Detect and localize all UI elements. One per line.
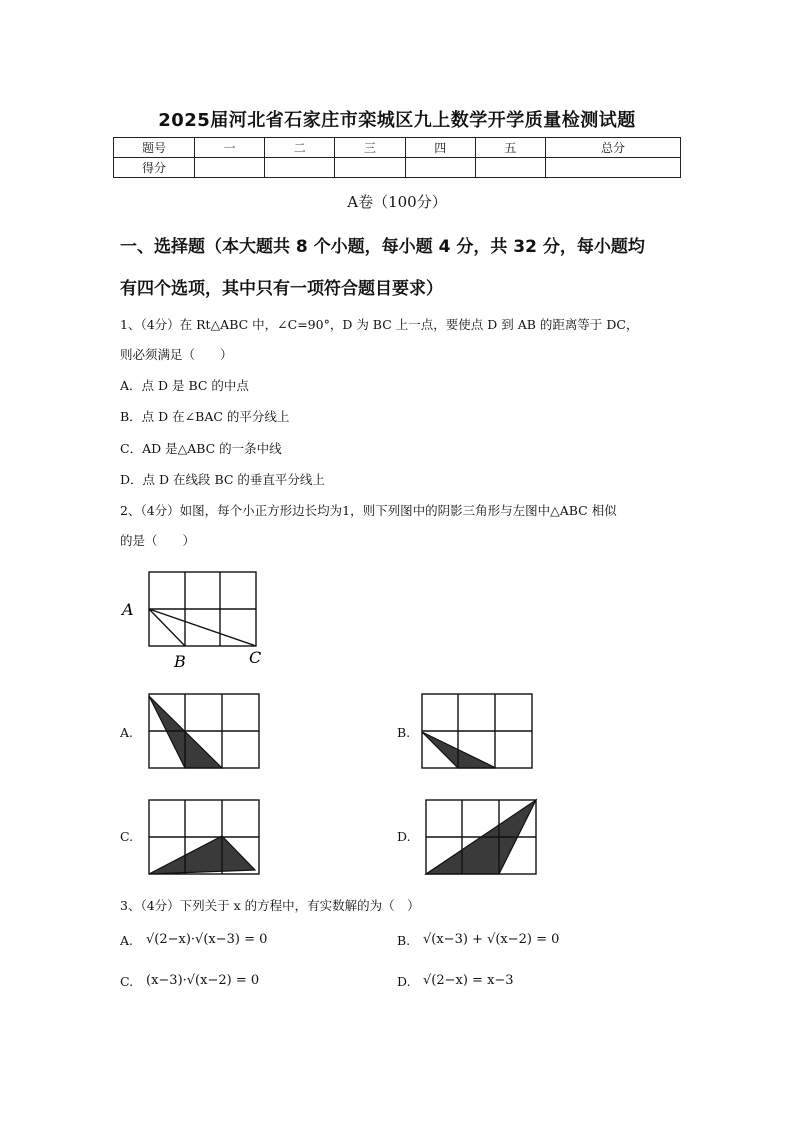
part1-heading-line1: 一、选择题（本大题共 8 个小题，每小题 4 分，共 32 分，每小题均: [120, 237, 645, 257]
score-cell: [335, 158, 405, 178]
q3-stem: 3、（4分）下列关于 x 的方程中，有实数解的为（ ）: [120, 898, 420, 913]
score-cell: [265, 158, 335, 178]
q1-option-c: C．AD 是△ABC 的一条中线: [120, 441, 282, 456]
score-cell: [475, 158, 545, 178]
q3-option-a-expr: √(2−x)·√(x−3) = 0: [146, 932, 268, 947]
score-cell: [195, 158, 265, 178]
q2-option-d-figure: [422, 796, 540, 878]
score-header-cell: 总分: [546, 138, 681, 158]
q3-option-d-label: D.: [397, 974, 411, 989]
q2-reference-figure: [118, 565, 278, 675]
score-table-score-row: [114, 158, 681, 178]
q2-label-c: C: [249, 648, 262, 667]
score-row-label: 得分: [114, 158, 195, 178]
score-table-header-row: [114, 138, 681, 158]
q2-option-a-label: A.: [120, 725, 134, 740]
score-header-cell: 三: [335, 138, 405, 158]
score-header-cell: 二: [265, 138, 335, 158]
score-header-cell: 一: [195, 138, 265, 158]
score-cell: [546, 158, 681, 178]
q2-stem-line1: 2、（4分）如图，每个小正方形边长均为1，则下列图中的阴影三角形与左图中△ABC 相似: [120, 503, 617, 518]
q2-option-b-figure: [418, 690, 536, 772]
q1-stem-line2: 则必须满足（ ）: [120, 347, 233, 362]
q2-label-a: A: [122, 600, 134, 619]
q1-option-b: B．点 D 在∠BAC 的平分线上: [120, 409, 290, 424]
q3-option-b-expr: √(x−3) + √(x−2) = 0: [423, 932, 560, 947]
q2-label-b: B: [174, 652, 186, 671]
part1-heading-line2: 有四个选项，其中只有一项符合题目要求）: [120, 279, 443, 299]
score-header-cell: 四: [405, 138, 475, 158]
q1-option-a: A．点 D 是 BC 的中点: [120, 378, 249, 393]
score-cell: [405, 158, 475, 178]
q3-option-b-label: B.: [397, 933, 411, 948]
score-table: [113, 137, 681, 178]
q2-option-a-figure: [145, 690, 263, 772]
q2-option-b-shaded-triangle: [422, 732, 496, 768]
section-a-heading: A卷（100分）: [347, 193, 447, 211]
score-header-cell: 五: [475, 138, 545, 158]
page-title: 2025届河北省石家庄市栾城区九上数学开学质量检测试题: [158, 110, 636, 131]
q3-option-d-expr: √(2−x) = x−3: [423, 973, 514, 988]
q2-option-c-figure: [145, 796, 263, 878]
q3-option-c-label: C.: [120, 974, 134, 989]
q1-stem-line1: 1、（4分）在 Rt△ABC 中，∠C=90°，D 为 BC 上一点，要使点 D 到 AB 的距离等于 DC，: [120, 317, 639, 332]
q2-option-d-label: D.: [397, 829, 411, 844]
q2-option-b-label: B.: [397, 725, 411, 740]
q2-option-c-shaded-triangle: [149, 836, 255, 874]
q2-stem-line2: 的是（ ）: [120, 533, 196, 548]
q3-option-a-label: A.: [120, 933, 134, 948]
score-header-cell: 题号: [114, 138, 195, 158]
q3-option-c-expr: (x−3)·√(x−2) = 0: [146, 973, 260, 988]
q1-option-d: D．点 D 在线段 BC 的垂直平分线上: [120, 472, 325, 487]
q2-option-c-label: C.: [120, 829, 134, 844]
